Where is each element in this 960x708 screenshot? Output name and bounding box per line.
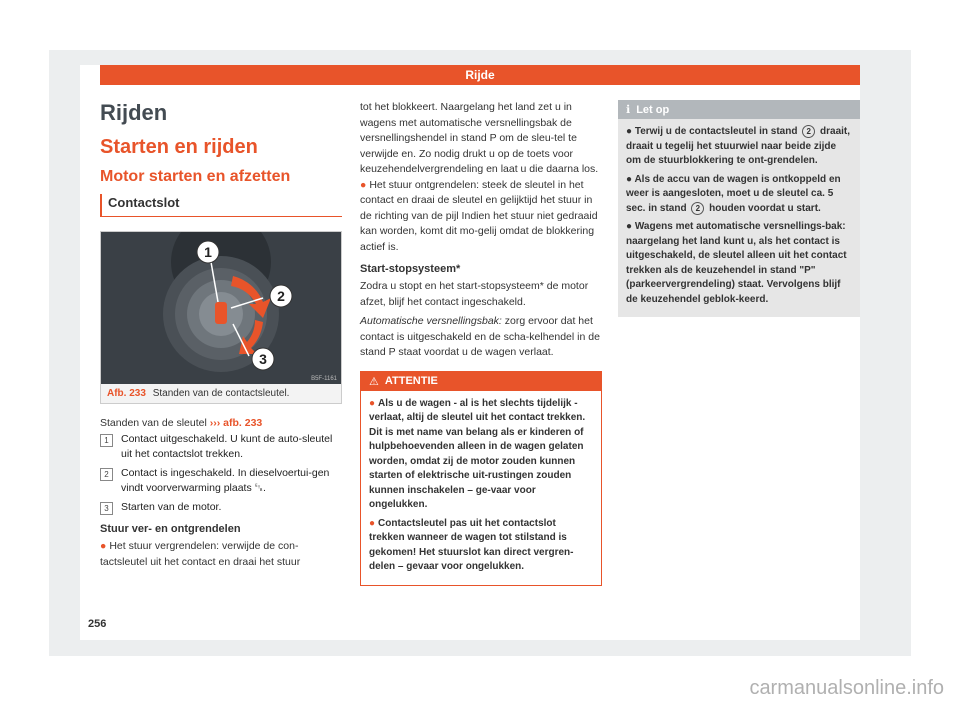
paragraph-text: zorg ervoor dat het contact is uitgeschakeld en de scha-kelhendel in de stand P staat voordat u de wagen verlaat.	[360, 315, 600, 358]
note-text: Wagens met automatische versnellings-bak: naargelang het land kunt u, als het contact is uitgeschakeld, de sleutel alleen uit het contact trekken als de keuzehendel in stand "P" (parkeervergrendeling) staat. Vervolgens blijf de keuzehendel geblok-keerd.	[626, 221, 847, 305]
intro-text	[100, 416, 342, 432]
figure-caption-text: Standen van de contactsleutel.	[152, 388, 290, 399]
column-2	[360, 100, 602, 586]
ignition-illustration	[101, 232, 341, 384]
heading-starten: Starten en rijden	[100, 136, 258, 158]
note-item: ● Als de accu van de wagen is ontkoppeld en weer is aangesloten, moet u de sleutel ca. 5 sec. in stand 2 houden voordat u start.	[626, 173, 841, 214]
heading-rijden: Rijden	[100, 100, 168, 125]
subheading-start-stop: Start-stopsysteem*	[360, 263, 461, 275]
bullet-icon: ●	[369, 397, 376, 409]
list-item-text: Contact is ingeschakeld. In dieselvoertui-gen vindt voorverwarming plaats ␗.	[121, 466, 330, 494]
warning-item	[369, 397, 593, 513]
note-header	[618, 100, 860, 119]
warning-icon: ⚠	[369, 375, 379, 388]
heading-motor: Motor starten en afzetten	[100, 168, 291, 185]
note-box	[618, 100, 860, 317]
figure-caption-ref: Afb. 233	[107, 388, 146, 399]
position-badge: 2	[691, 202, 704, 215]
column-3	[618, 100, 860, 317]
intro-label: Standen van de sleutel	[100, 417, 207, 429]
subheading-stuur: Stuur ver- en ontgrendelen	[100, 523, 241, 535]
figure-ref-link[interactable]: ››› afb. 233	[209, 417, 263, 429]
note-item: ● Wagens met automatische versnellings-bak: naargelang het land kunt u, als het contact is uitgeschakeld, de sleutel alleen uit het contact trekken als de keuzehendel in stand "P" (parkeervergrendeling) staat. Vervolgens blijf de keuzehendel geblok-keerd.	[626, 221, 847, 305]
number-badge: 1	[100, 434, 113, 447]
warning-title: ATTENTIE	[384, 375, 438, 387]
bullet-text: Het stuur ontgrendelen: steek de sleutel in het contact en draai de sleutel en gelijktijd het stuur in de richting van de pijl Indien het stuur niet gedraaid kan worden, komt dit mo-gelij omdat de blokkering actief is.	[360, 178, 598, 253]
warning-item-text: Contactsleutel pas uit het contactslot trekken wanneer de wagen tot stilstand is gekomen! Het stuurslot kan direct vergren-delen – gevaar voor ongelukken.	[369, 517, 574, 572]
list-item	[100, 500, 342, 516]
bullet-icon: ●	[369, 517, 376, 529]
note-text: draait, draait u tegelij het stuurwiel naar beide zijde om de stuurblokkering te ont-grendelen.	[626, 126, 851, 166]
note-title: Let op	[636, 103, 670, 116]
warning-box	[360, 371, 602, 586]
note-item: ● Terwij u de contactsleutel in stand 2 draait, draait u tegelij het stuurwiel naar beide zijde om de stuurblokkering te ont-grendelen.	[626, 126, 851, 166]
list-item	[100, 432, 342, 463]
note-body	[618, 119, 860, 317]
note-text: houden voordat u start.	[709, 202, 821, 214]
paragraph: Zodra u stopt en het start-stopsysteem* de motor afzet, blijf het contact ingeschakeld.	[360, 280, 589, 308]
figure-contactslot	[100, 231, 342, 404]
figure-label-1: 1	[204, 244, 212, 260]
position-badge: 2	[802, 125, 815, 138]
warning-item	[369, 517, 593, 575]
list-item	[100, 466, 342, 497]
warning-item-text: Als u de wagen - al is het slechts tijdelijk - verlaat, altij de sleutel uit het contact trekken. Dit is met name van belang als er kinderen of hulpbehoevenden alleen in de wagen gelaten worden, omdat zij de motor zouden kunnen starten of elektrische uit-rustingen zouden kunnen inschakelen – ge-vaar voor ongelukken.	[369, 397, 586, 510]
page-number: 256	[88, 618, 107, 630]
warning-header	[361, 372, 601, 391]
figure-code: B5F-1161	[311, 376, 337, 382]
italic-label: Automatische versnellingsbak:	[360, 315, 502, 327]
heading-contactslot: Contactslot	[100, 194, 342, 217]
number-badge: 2	[100, 468, 113, 481]
column-1	[100, 100, 342, 570]
note-text: Als de accu van de wagen is ontkoppeld en weer is aangesloten, moet u de sleutel ca. 5 sec. in stand	[626, 173, 841, 214]
note-text: Terwij u de contactsleutel in stand	[634, 126, 798, 137]
watermark: carmanualsonline.info	[749, 677, 944, 699]
info-icon: ℹ	[626, 104, 631, 116]
paragraph: tot het blokkeert. Naargelang het land zet u in wagens met automatische versnellingsbak de versnellingshendel in stand P om de sleu-tel te verwijde en. Zo nodig drukt u op de toets voor keuzehendelvergrendeling en laat u die daarna los.	[360, 101, 599, 175]
paragraph-stuur	[100, 539, 342, 570]
list-item-text: Contact uitgeschakeld. U kunt de auto-sleutel uit het contactslot trekken.	[121, 432, 333, 460]
list-item-text: Starten van de motor.	[121, 500, 222, 513]
paragraph-automaat	[360, 314, 602, 361]
bullet-icon: ●	[360, 178, 367, 191]
bullet-text: Het stuur vergrendelen: verwijde de con-tactsleutel uit het contact en draai het stuur	[100, 540, 301, 568]
paragraph-ontgrendelen	[360, 178, 602, 256]
number-badge: 3	[100, 502, 113, 515]
figure-label-2: 2	[277, 288, 285, 304]
bullet-icon: ●	[100, 540, 107, 552]
warning-body	[361, 391, 601, 585]
figure-label-3: 3	[259, 351, 267, 367]
figure-caption	[101, 384, 341, 403]
section-header: Rijde	[100, 65, 860, 85]
